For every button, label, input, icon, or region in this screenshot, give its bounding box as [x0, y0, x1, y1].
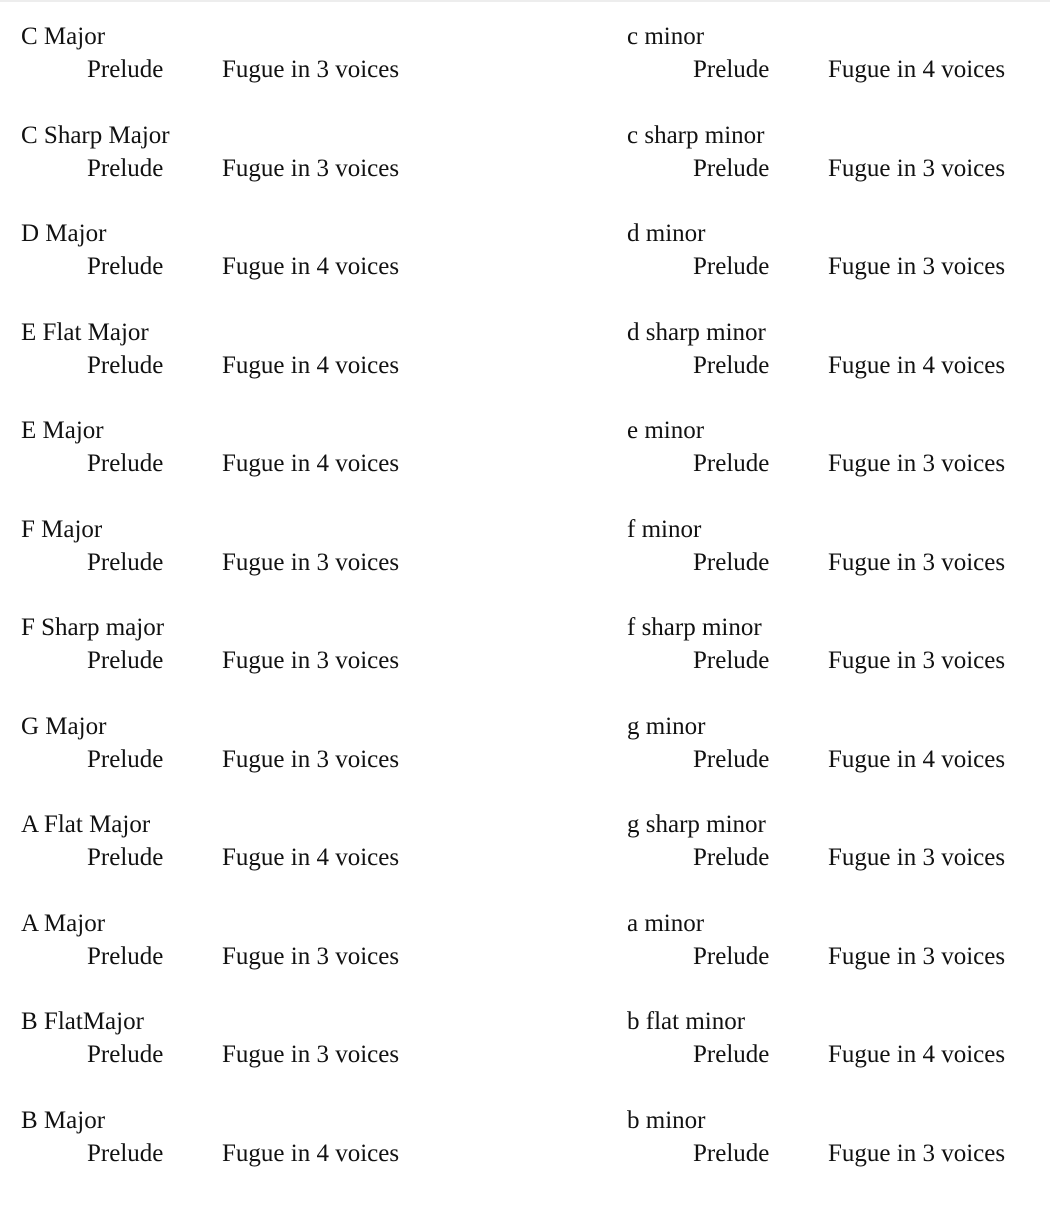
prelude-link[interactable]: Prelude [693, 254, 769, 279]
prelude-link[interactable]: Prelude [693, 550, 769, 575]
top-divider [0, 0, 1050, 2]
fugue-link[interactable]: Fugue in 3 voices [828, 451, 1005, 476]
prelude-link[interactable]: Prelude [693, 944, 769, 969]
key-entry-b-flat-minor [627, 1009, 1050, 1108]
key-entry-c-major [21, 24, 481, 123]
key-entry-c-minor [627, 24, 1050, 123]
prelude-link[interactable]: Prelude [87, 353, 163, 378]
key-entry-c-sharp-major [21, 123, 481, 222]
prelude-link[interactable]: Prelude [87, 1141, 163, 1166]
prelude-link[interactable]: Prelude [87, 845, 163, 870]
key-entry-e-minor [627, 418, 1050, 517]
fugue-link[interactable]: Fugue in 4 voices [222, 1141, 399, 1166]
prelude-link[interactable]: Prelude [693, 353, 769, 378]
fugue-link[interactable]: Fugue in 4 voices [222, 451, 399, 476]
key-name: A Major [21, 911, 105, 936]
fugue-link[interactable]: Fugue in 3 voices [222, 550, 399, 575]
fugue-link[interactable]: Fugue in 3 voices [828, 156, 1005, 181]
fugue-link[interactable]: Fugue in 3 voices [828, 845, 1005, 870]
key-name: c minor [627, 24, 704, 49]
key-entry-g-minor [627, 714, 1050, 813]
prelude-link[interactable]: Prelude [693, 451, 769, 476]
fugue-link[interactable]: Fugue in 3 voices [222, 747, 399, 772]
key-entry-d-minor [627, 221, 1050, 320]
fugue-link[interactable]: Fugue in 3 voices [828, 648, 1005, 673]
prelude-link[interactable]: Prelude [693, 156, 769, 181]
fugue-link[interactable]: Fugue in 3 voices [222, 1042, 399, 1067]
minor-keys-column [627, 24, 1050, 1206]
key-entry-d-sharp-minor [627, 320, 1050, 419]
key-name: B FlatMajor [21, 1009, 144, 1034]
prelude-link[interactable]: Prelude [87, 944, 163, 969]
key-name: F Sharp major [21, 615, 164, 640]
key-name: b flat minor [627, 1009, 745, 1034]
fugue-link[interactable]: Fugue in 4 voices [222, 353, 399, 378]
prelude-link[interactable]: Prelude [693, 648, 769, 673]
key-name: a minor [627, 911, 704, 936]
prelude-link[interactable]: Prelude [87, 550, 163, 575]
prelude-link[interactable]: Prelude [693, 1141, 769, 1166]
key-name: d minor [627, 221, 705, 246]
key-name: F Major [21, 517, 102, 542]
fugue-link[interactable]: Fugue in 4 voices [222, 254, 399, 279]
key-entry-d-major [21, 221, 481, 320]
key-entry-e-flat-major [21, 320, 481, 419]
key-name: E Flat Major [21, 320, 149, 345]
key-entry-g-sharp-minor [627, 812, 1050, 911]
fugue-link[interactable]: Fugue in 3 voices [222, 944, 399, 969]
prelude-link[interactable]: Prelude [693, 845, 769, 870]
key-name: d sharp minor [627, 320, 766, 345]
key-entry-a-major [21, 911, 481, 1010]
key-name: g minor [627, 714, 705, 739]
key-name: C Sharp Major [21, 123, 170, 148]
key-name: b minor [627, 1108, 705, 1133]
key-name: g sharp minor [627, 812, 766, 837]
key-entry-e-major [21, 418, 481, 517]
prelude-link[interactable]: Prelude [87, 747, 163, 772]
prelude-link[interactable]: Prelude [693, 1042, 769, 1067]
prelude-link[interactable]: Prelude [87, 254, 163, 279]
key-name: E Major [21, 418, 104, 443]
prelude-link[interactable]: Prelude [87, 156, 163, 181]
key-entry-f-sharp-minor [627, 615, 1050, 714]
key-entry-b-minor [627, 1108, 1050, 1206]
prelude-link[interactable]: Prelude [87, 648, 163, 673]
key-name: f minor [627, 517, 701, 542]
key-entry-f-sharp-major [21, 615, 481, 714]
fugue-link[interactable]: Fugue in 4 voices [828, 57, 1005, 82]
key-entry-f-minor [627, 517, 1050, 616]
fugue-link[interactable]: Fugue in 3 voices [222, 156, 399, 181]
key-entry-g-major [21, 714, 481, 813]
key-entry-c-sharp-minor [627, 123, 1050, 222]
fugue-link[interactable]: Fugue in 3 voices [222, 57, 399, 82]
fugue-link[interactable]: Fugue in 3 voices [828, 254, 1005, 279]
fugue-link[interactable]: Fugue in 4 voices [828, 747, 1005, 772]
fugue-link[interactable]: Fugue in 3 voices [828, 1141, 1005, 1166]
key-entry-a-minor [627, 911, 1050, 1010]
fugue-link[interactable]: Fugue in 3 voices [828, 550, 1005, 575]
prelude-link[interactable]: Prelude [87, 57, 163, 82]
key-entry-a-flat-major [21, 812, 481, 911]
key-name: c sharp minor [627, 123, 764, 148]
prelude-link[interactable]: Prelude [87, 451, 163, 476]
prelude-link[interactable]: Prelude [693, 747, 769, 772]
key-name: A Flat Major [21, 812, 150, 837]
fugue-link[interactable]: Fugue in 4 voices [222, 845, 399, 870]
key-entry-b-major [21, 1108, 481, 1206]
fugue-link[interactable]: Fugue in 3 voices [828, 944, 1005, 969]
prelude-link[interactable]: Prelude [87, 1042, 163, 1067]
key-entry-b-flat-major [21, 1009, 481, 1108]
fugue-link[interactable]: Fugue in 4 voices [828, 1042, 1005, 1067]
key-name: e minor [627, 418, 704, 443]
fugue-link[interactable]: Fugue in 4 voices [828, 353, 1005, 378]
key-name: f sharp minor [627, 615, 762, 640]
key-entry-f-major [21, 517, 481, 616]
key-name: D Major [21, 221, 106, 246]
key-name: C Major [21, 24, 105, 49]
major-keys-column [21, 24, 481, 1206]
fugue-link[interactable]: Fugue in 3 voices [222, 648, 399, 673]
prelude-link[interactable]: Prelude [693, 57, 769, 82]
key-name: B Major [21, 1108, 105, 1133]
key-name: G Major [21, 714, 106, 739]
